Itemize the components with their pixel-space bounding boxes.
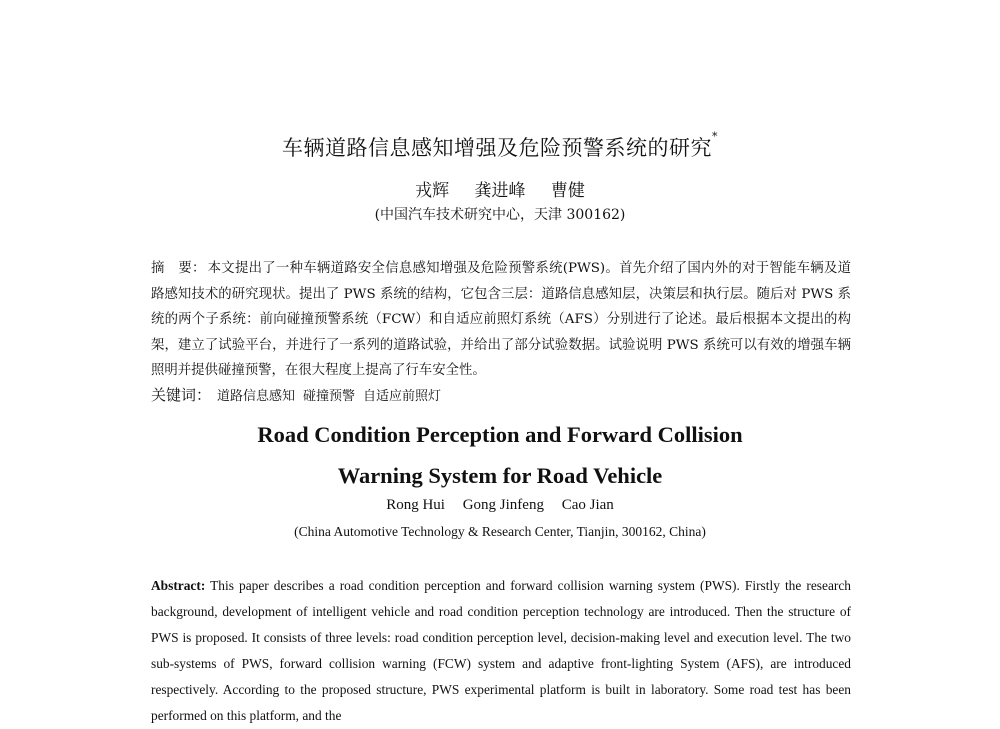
keyword: 碰撞预警 <box>303 389 356 404</box>
english-abstract-text: This paper describes a road condition perception and forward collision warning system (PWS). Firstly the research background, development of intelligent vehicle and road condition perception technology are introduced. Then the structure of PWS is proposed. It consists of three levels: road condition perception level, decision-making level and execution level. The two sub-systems of PWS, forward collision warning (FCW) system and adaptive front-lighting System (AFS), are introduced respectively. According to the proposed structure, PWS experimental platform is built in laboratory. Some road test has been performed on this platform, and the <box>151 578 851 723</box>
chinese-authors <box>0 176 1000 201</box>
english-abstract-label: Abstract: <box>151 578 206 593</box>
chinese-title-text: 车辆道路信息感知增强及危险预警系统的研究 <box>282 136 712 160</box>
chinese-author: 戎辉 <box>415 181 450 201</box>
chinese-title <box>0 132 1000 162</box>
chinese-abstract-label: 摘 要： <box>151 261 206 276</box>
chinese-keywords <box>151 384 449 405</box>
english-author: Gong Jinfeng <box>462 497 544 513</box>
chinese-abstract <box>151 256 851 384</box>
title-footnote-mark: * <box>712 130 718 143</box>
chinese-abstract-text: 本文提出了一种车辆道路安全信息感知增强及危险预警系统(PWS)。首先介绍了国内外的对于智能车辆及道路感知技术的研究现状。提出了 PWS 系统的结构，它包含三层：道路信息感知层，决策层和执行层。随后对 PWS 系统的两个子系统：前向碰撞预警系统（FCW）和自适应前照灯系统（AFS）分别进行了论述。最后根据本文提出的构架，建立了试验平台，并进行了一系列的道路试验，并给出了部分试验数据。试验说明 PWS 系统可以有效的增强车辆照明并提供碰撞预警，在很大程度上提高了行车安全性。 <box>151 261 851 379</box>
english-authors <box>0 497 1000 514</box>
chinese-author: 曹健 <box>550 181 585 201</box>
english-abstract <box>151 573 851 729</box>
english-author: Cao Jian <box>561 497 614 513</box>
english-author: Rong Hui <box>386 497 445 513</box>
keyword: 自适应前照灯 <box>363 389 442 404</box>
chinese-author: 龚进峰 <box>474 181 526 201</box>
chinese-keywords-label: 关键词： <box>151 386 212 404</box>
english-affiliation: (China Automotive Technology & Research Center, Tianjin, 300162, China) <box>294 524 706 539</box>
english-title-line-1: Road Condition Perception and Forward Collision <box>257 422 743 447</box>
english-title-line-2: Warning System for Road Vehicle <box>337 463 663 488</box>
keyword: 道路信息感知 <box>217 389 296 404</box>
chinese-affiliation: (中国汽车技术研究中心，天津 300162) <box>374 207 626 223</box>
